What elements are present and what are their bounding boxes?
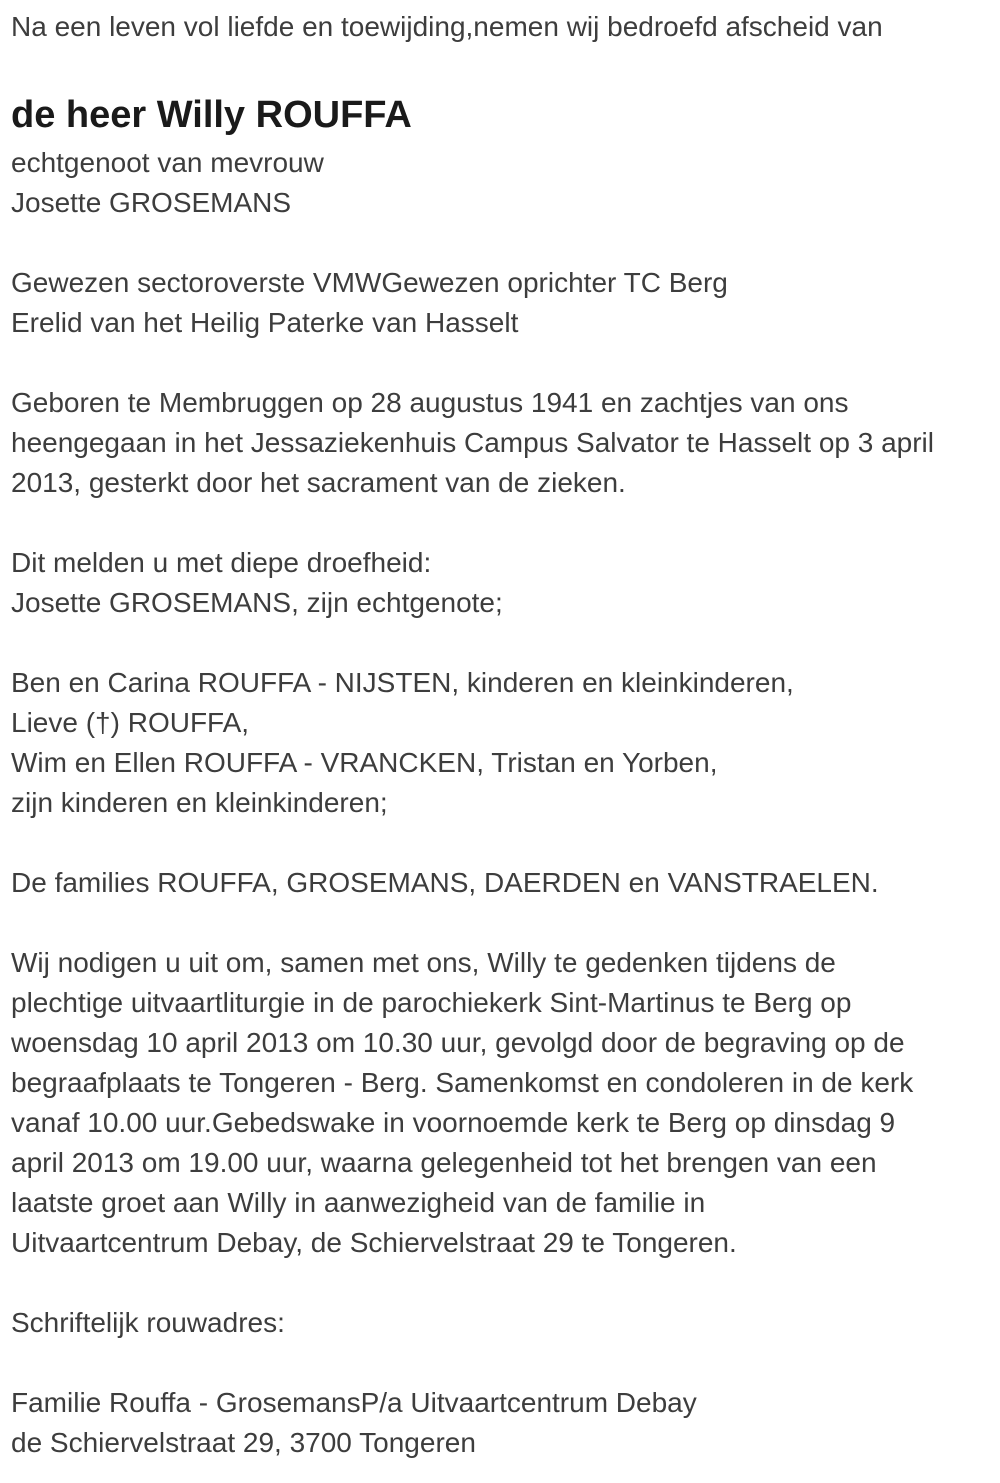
families-paragraph xyxy=(11,863,986,903)
text-line: Familie Rouffa - GrosemansP/a Uitvaartcentrum Debay xyxy=(11,1387,697,1418)
text-line: vanaf 10.00 uur.Gebedswake in voornoemde kerk te Berg op dinsdag 9 xyxy=(11,1107,896,1138)
announcement-paragraph xyxy=(11,543,986,623)
children-paragraph xyxy=(11,663,986,823)
honors-paragraph xyxy=(11,263,986,343)
deceased-header-paragraph xyxy=(11,87,986,223)
text-line: Na een leven vol liefde en toewijding,nemen wij bedroefd afscheid van xyxy=(11,11,883,42)
text-line: Wij nodigen u uit om, samen met ons, Willy te gedenken tijdens de xyxy=(11,947,836,978)
text-line: Wim en Ellen ROUFFA - VRANCKEN, Tristan en Yorben, xyxy=(11,747,718,778)
text-line: Uitvaartcentrum Debay, de Schiervelstraat 29 te Tongeren. xyxy=(11,1227,737,1258)
text-line: laatste groet aan Willy in aanwezigheid van de familie in xyxy=(11,1187,706,1218)
text-line: begraafplaats te Tongeren - Berg. Samenkomst en condoleren in de kerk xyxy=(11,1067,914,1098)
deceased-name: de heer Willy ROUFFA xyxy=(11,94,412,136)
text-line: heengegaan in het Jessaziekenhuis Campus Salvator te Hasselt op 3 april xyxy=(11,427,935,458)
birth-death-paragraph xyxy=(11,383,986,503)
text-line: zijn kinderen en kleinkinderen; xyxy=(11,787,388,818)
text-line: Lieve (†) ROUFFA, xyxy=(11,707,250,738)
text-line: Ben en Carina ROUFFA - NIJSTEN, kinderen en kleinkinderen, xyxy=(11,667,794,698)
intro-paragraph xyxy=(11,7,986,47)
text-line: Geboren te Membruggen op 28 augustus 1941 en zachtjes van ons xyxy=(11,387,849,418)
text-line: april 2013 om 19.00 uur, waarna gelegenheid tot het brengen van een xyxy=(11,1147,877,1178)
condolence-address-paragraph xyxy=(11,1383,986,1463)
text-line: 2013, gesterkt door het sacrament van de zieken. xyxy=(11,467,626,498)
text-line: Erelid van het Heilig Paterke van Hasselt xyxy=(11,307,519,338)
text-line: echtgenoot van mevrouw xyxy=(11,147,324,178)
text-line: de Schiervelstraat 29, 3700 Tongeren xyxy=(11,1427,476,1458)
text-line: Gewezen sectoroverste VMWGewezen oprichter TC Berg xyxy=(11,267,728,298)
text-line: plechtige uitvaartliturgie in de parochiekerk Sint-Martinus te Berg op xyxy=(11,987,852,1018)
ceremony-paragraph xyxy=(11,943,986,1263)
text-line: woensdag 10 april 2013 om 10.30 uur, gevolgd door de begraving op de xyxy=(11,1027,905,1058)
spouse-name: Josette GROSEMANS xyxy=(11,187,292,218)
text-line: Schriftelijk rouwadres: xyxy=(11,1307,285,1338)
text-line: Josette GROSEMANS, zijn echtgenote; xyxy=(11,587,503,618)
text-line: De families ROUFFA, GROSEMANS, DAERDEN en VANSTRAELEN. xyxy=(11,867,879,898)
text-line: Dit melden u met diepe droefheid: xyxy=(11,547,432,578)
condolence-address-label-paragraph xyxy=(11,1303,986,1343)
